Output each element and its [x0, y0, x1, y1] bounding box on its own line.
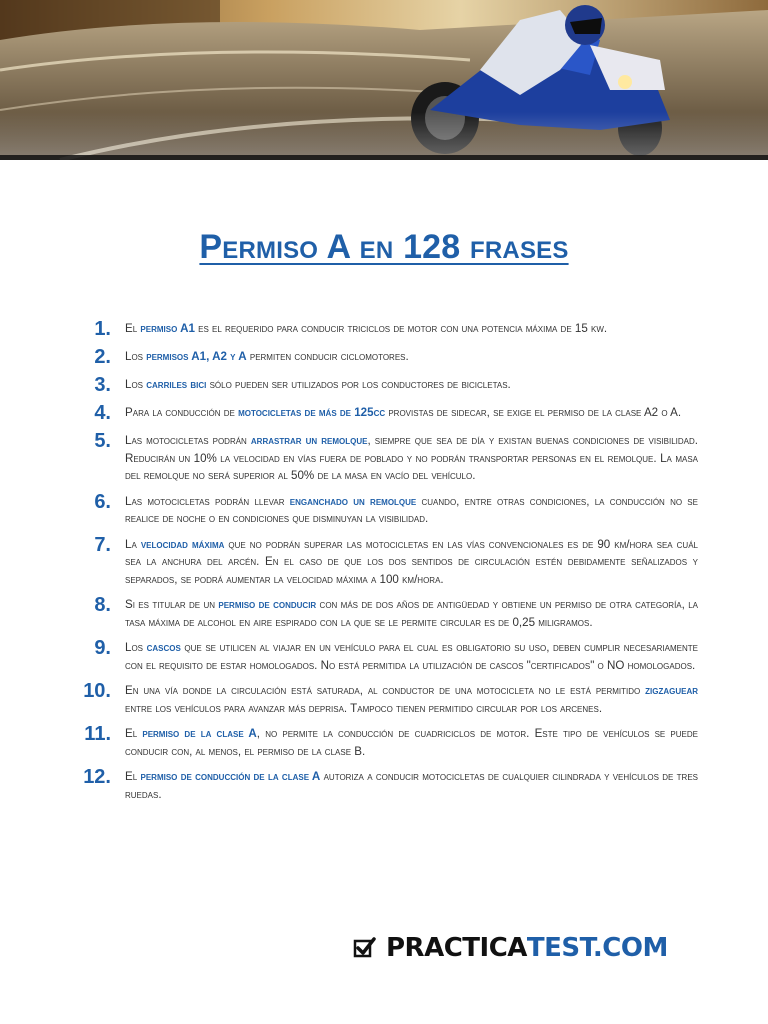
phrase-text: [111, 768, 698, 803]
phrase-number: 6.: [94, 490, 111, 513]
page-title: Permiso A en 128 frases: [199, 228, 569, 266]
phrase-text-segment: Si es titular de un: [125, 598, 219, 611]
phrase-text-segment: El: [125, 770, 141, 783]
phrase-text-segment: Las motocicletas podrán llevar: [125, 494, 290, 508]
highlighted-term: permiso de conducir: [218, 598, 317, 611]
highlighted-term: velocidad máxima: [140, 537, 225, 551]
phrase-list: [70, 320, 698, 811]
phrase-text: [111, 348, 698, 368]
phrase-number: 3.: [94, 374, 111, 396]
phrase-text: [111, 376, 698, 396]
phrase-text: [111, 725, 698, 760]
phrase-text: [111, 493, 698, 528]
phrase-text-segment: sólo pueden ser utilizados por los conductores de bicicletas.: [206, 378, 511, 391]
phrase-text-segment: El: [125, 727, 143, 740]
phrase-text-segment: es el requerido para conducir triciclos de motor con una potencia máxima de 15 kw.: [194, 322, 608, 335]
phrase-item: [70, 404, 698, 424]
phrase-text-segment: autoriza a conducir motocicletas de cualquier cilindrada y vehículos de tres ruedas.: [125, 770, 699, 801]
phrase-item: [70, 725, 698, 760]
highlighted-term: permiso de conducción de la clase A: [140, 770, 321, 783]
phrase-text-segment: El: [125, 322, 141, 335]
phrase-text: [111, 639, 698, 674]
phrase-item: [70, 490, 698, 528]
phrase-text: [111, 536, 698, 589]
phrase-number: 2.: [94, 346, 111, 368]
phrase-item: [70, 596, 698, 631]
phrase-item: [70, 348, 698, 368]
phrase-text-segment: provistas de sidecar, se exige el permiso de la clase A2 o A.: [385, 406, 682, 419]
phrase-item: [70, 432, 698, 485]
phrase-number: 8.: [94, 594, 111, 616]
phrase-item: [70, 376, 698, 396]
phrase-text-segment: Para la conducción de: [125, 406, 239, 419]
highlighted-term: arrastrar un remolque: [250, 434, 368, 447]
motorcycle-banner: [0, 0, 768, 160]
phrase-text-segment: Los: [125, 350, 147, 363]
phrase-text-segment: que no podrán superar las motocicletas en las vías convencionales es de 90 km/hora sea cuál sea la anchura del arcén. En el caso de que los dos sentidos de circulación estén debidamente señalizados y separados, se podrá aumentar la velocidad máxima a 100 km/hora.: [125, 537, 698, 586]
phrase-item: [70, 533, 698, 589]
phrase-text-segment: Las motocicletas podrán: [125, 434, 251, 447]
logo-text-blue: TEST.COM: [526, 933, 668, 963]
highlighted-term: cascos: [146, 641, 181, 654]
highlighted-term: motocicletas de más de 125cc: [238, 406, 386, 419]
phrase-item: [70, 768, 698, 803]
phrase-text-segment: cuando, entre otras condiciones, la conducción no se realice de noche o en condiciones que disminuyan la visibilidad.: [125, 494, 698, 525]
phrase-text-segment: Los: [125, 378, 147, 391]
phrase-text-segment: En una vía donde la circulación está saturada, al conductor de una motocicleta no le está permitido: [125, 684, 646, 697]
phrase-item: [70, 639, 698, 674]
phrase-text-segment: , no permite la conducción de cuadriciclos de motor. Este tipo de vehículos se puede conducir con, al menos, el permiso de la clase B.: [125, 727, 698, 758]
phrase-number: 5.: [94, 430, 111, 452]
phrase-text-segment: entre los vehículos para avanzar más deprisa. Tampoco tienen permitido circular por los arcenes.: [125, 701, 603, 715]
phrase-number: 1.: [94, 318, 111, 340]
highlighted-term: enganchado un remolque: [289, 494, 417, 508]
highlighted-term: carriles bici: [146, 378, 207, 391]
phrase-number: 4.: [94, 402, 111, 424]
phrase-text-segment: Los: [125, 641, 147, 654]
phrase-text-segment: que se utilicen al viajar en un vehículo para el cual es obligatorio su uso, deben cumplir necesariamente con el requisito de estar homologados. No está permitida la utilización de cascos "certificados" o NO homologados.: [125, 641, 698, 672]
phrase-text-segment: con más de dos años de antigüedad y obtiene un permiso de otra categoría, la tasa máxima de alcohol en aire espirado con la que se le permite circular es de 0,25 miligramos.: [125, 598, 698, 629]
phrase-number: 7.: [94, 533, 111, 556]
phrase-number: 10.: [83, 680, 111, 702]
phrase-text: [111, 320, 698, 340]
phrase-text: [111, 432, 698, 485]
phrase-number: 12.: [83, 766, 111, 788]
practicatest-logo[interactable]: [352, 930, 668, 966]
phrase-number: 11.: [84, 723, 111, 745]
phrase-number: 9.: [94, 637, 111, 659]
phrase-text-segment: La: [125, 537, 141, 551]
logo-text-dark: PRACTICA: [386, 933, 527, 963]
phrase-item: [70, 320, 698, 340]
checkbox-check-icon: [352, 935, 378, 961]
phrase-text: [111, 596, 698, 631]
phrase-text-segment: , siempre que sea de día y existan buenas condiciones de visibilidad. Reducirán un 10% la velocidad en vías fuera de poblado y no podrán transportar personas en el remolque. La masa del remolque no será superior al 50% de la masa en vacío del vehículo.: [125, 434, 699, 482]
highlighted-term: permiso de la clase A: [142, 727, 257, 740]
highlighted-term: permiso A1: [140, 322, 195, 335]
highlighted-term: permisos A1, A2 y A: [146, 350, 247, 363]
highlighted-term: zigzaguear: [645, 684, 698, 697]
phrase-text: [111, 682, 698, 717]
phrase-item: [70, 682, 698, 717]
motorcycle-banner-image: [0, 0, 768, 160]
phrase-text-segment: permiten conducir ciclomotores.: [246, 350, 409, 363]
phrase-text: [111, 404, 698, 424]
